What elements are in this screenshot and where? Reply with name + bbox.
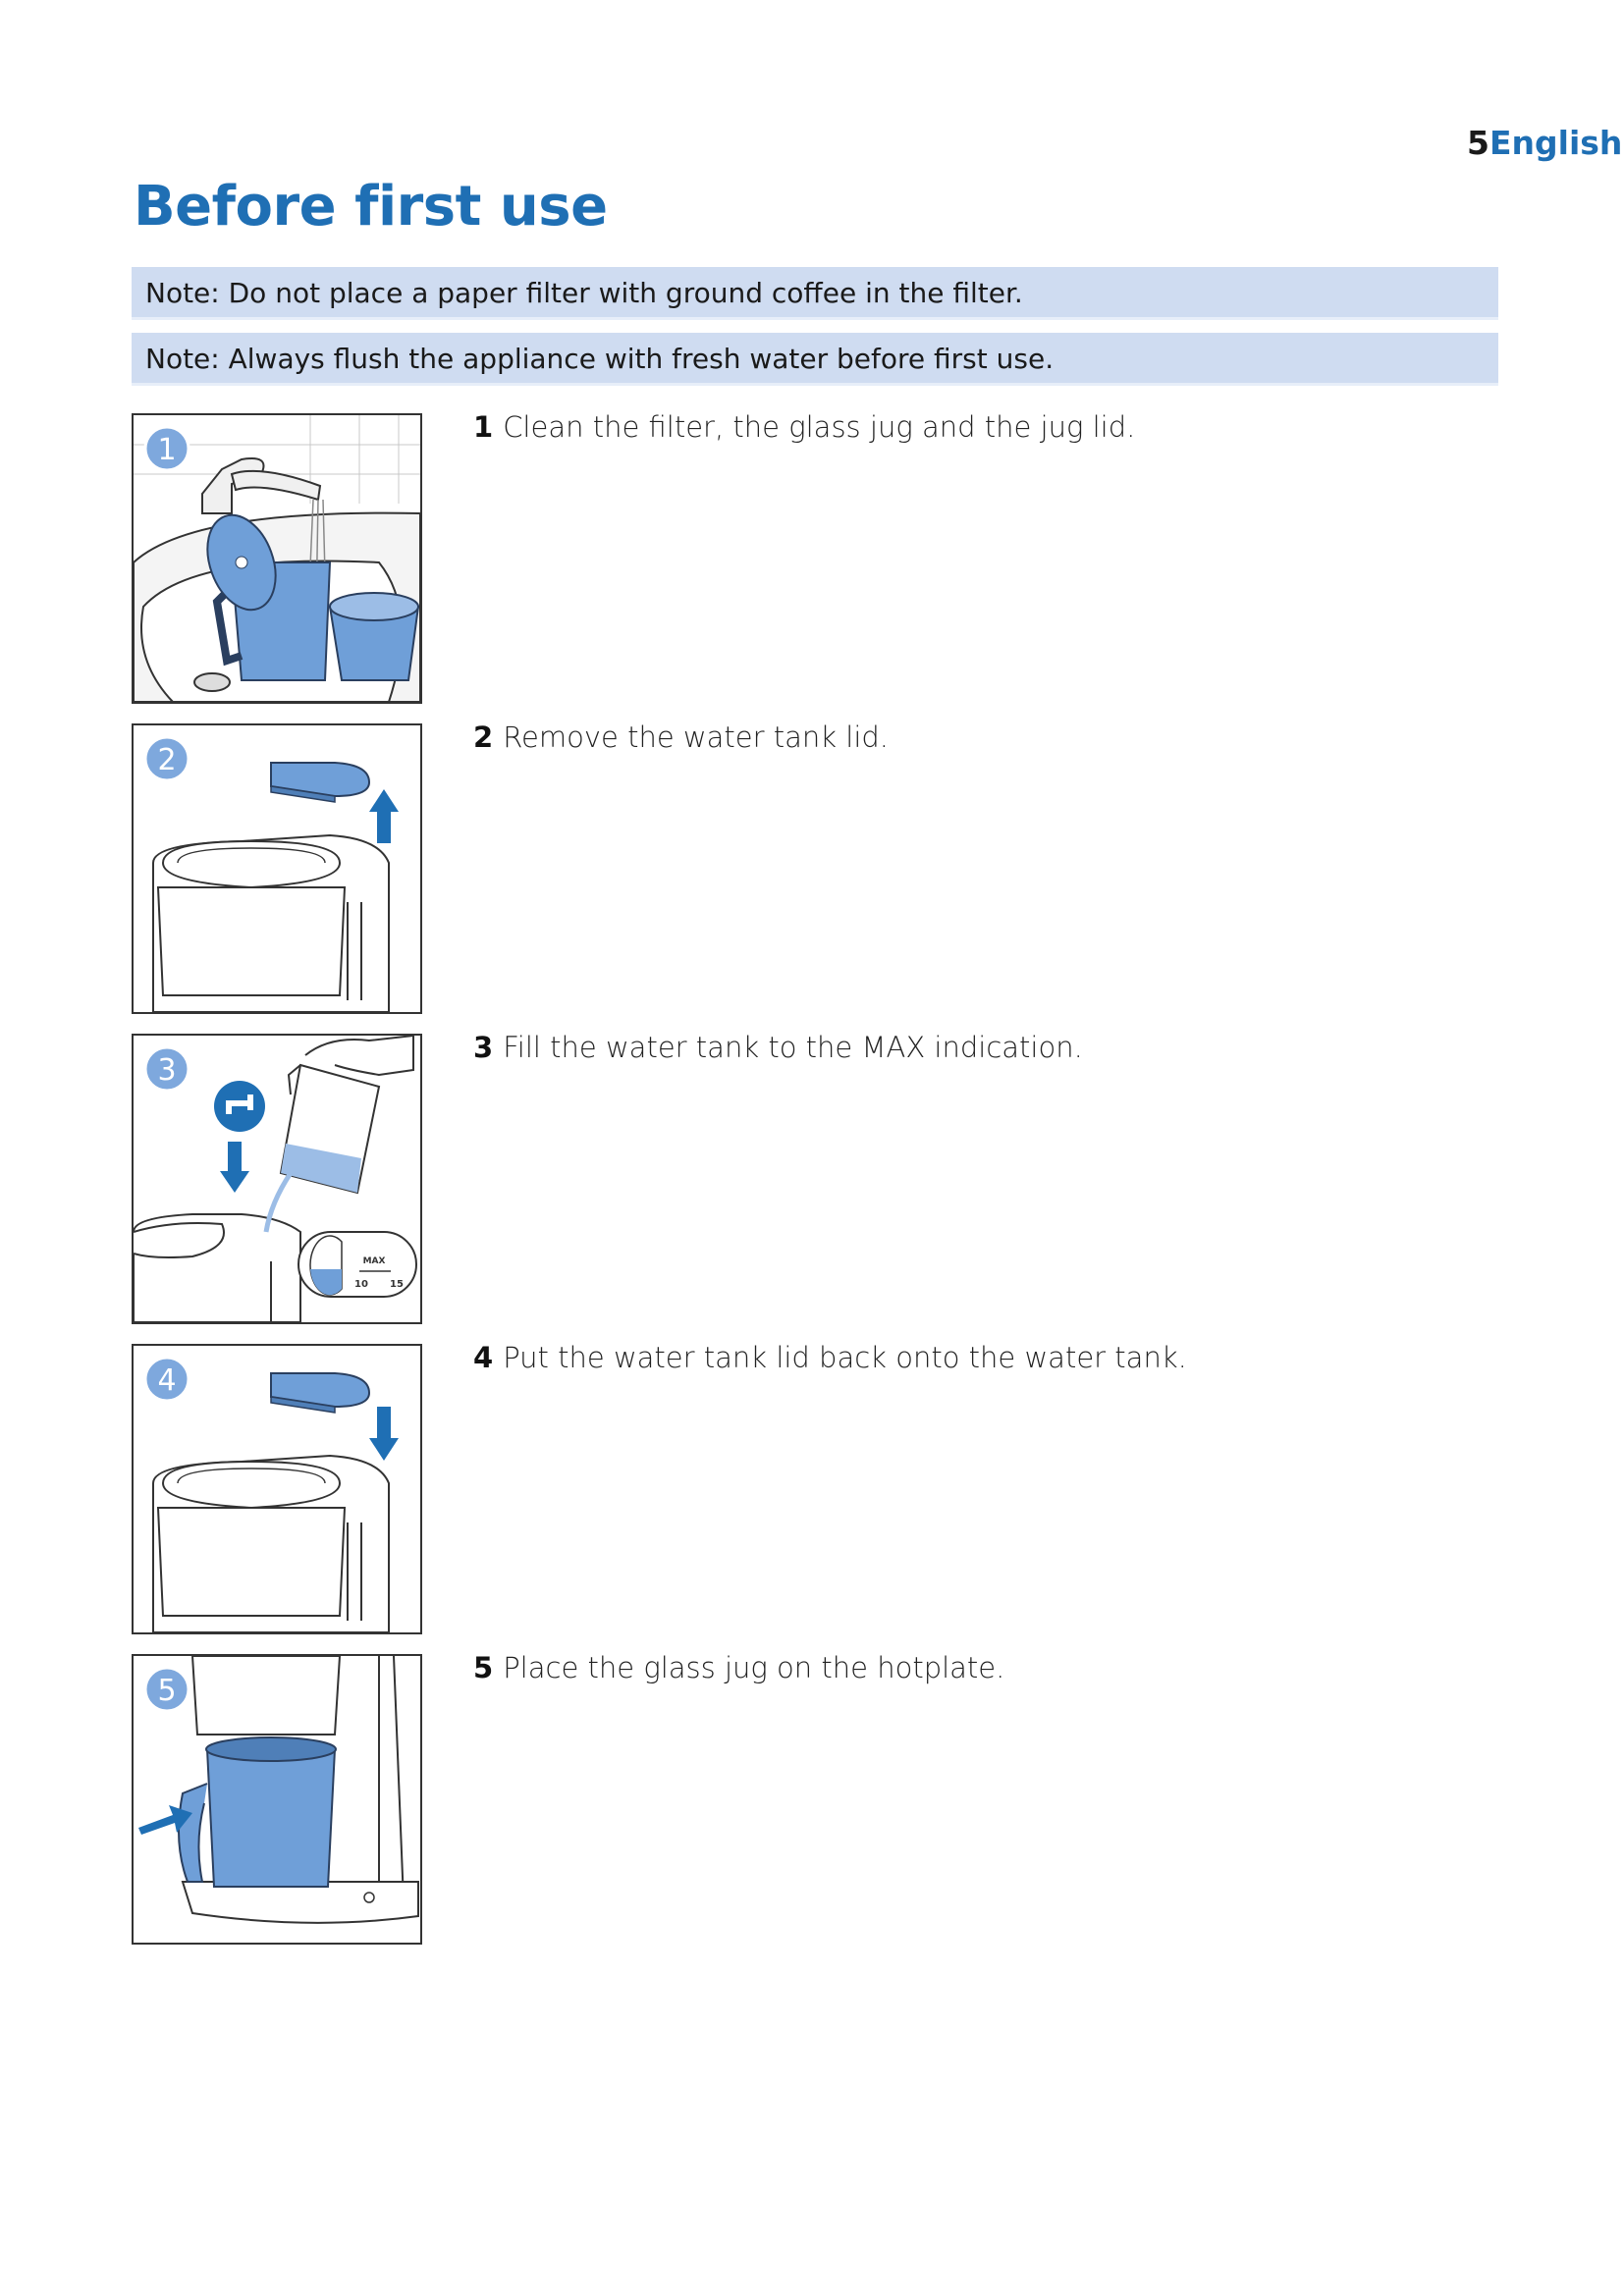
step-5-instruction: Place the glass jug on the hotplate. bbox=[503, 1651, 1005, 1684]
place-jug-illustration bbox=[134, 1656, 420, 1943]
page-number bbox=[1467, 124, 1624, 167]
step-4-illustration bbox=[132, 1344, 422, 1634]
fill-tank-illustration bbox=[134, 1036, 420, 1322]
step-1-text bbox=[473, 410, 1455, 444]
step-3-number: 3 bbox=[473, 1031, 494, 1064]
step-5-illustration bbox=[132, 1654, 422, 1945]
step-1-instruction: Clean the filter, the glass jug and the jug lid. bbox=[503, 410, 1136, 444]
step-3-text bbox=[473, 1031, 1455, 1064]
page-title: Before first use bbox=[134, 175, 608, 239]
step-4-badge: 4 bbox=[157, 1363, 177, 1398]
step-3-badge: 3 bbox=[157, 1053, 177, 1088]
gauge-max-label: MAX bbox=[362, 1256, 386, 1266]
step-4-instruction: Put the water tank lid back onto the water tank. bbox=[503, 1341, 1187, 1374]
step-1-illustration bbox=[132, 413, 422, 704]
step-4-text bbox=[473, 1341, 1455, 1374]
step-5-number: 5 bbox=[473, 1651, 494, 1684]
step-2-badge: 2 bbox=[157, 743, 177, 777]
step-3-illustration bbox=[132, 1034, 422, 1324]
note-flush-appliance: Note: Always flush the appliance with fresh water before first use. bbox=[132, 333, 1498, 386]
note-paper-filter: Note: Do not place a paper filter with ground coffee in the filter. bbox=[132, 267, 1498, 320]
step-1-badge: 1 bbox=[157, 433, 177, 467]
step-3-instruction: Fill the water tank to the MAX indication. bbox=[503, 1031, 1083, 1064]
gauge-right-value: 15 bbox=[390, 1279, 404, 1290]
step-2-illustration bbox=[132, 723, 422, 1014]
replace-lid-illustration bbox=[134, 1346, 420, 1632]
step-2-text bbox=[473, 721, 1455, 754]
step-5-badge: 5 bbox=[157, 1674, 177, 1708]
gauge-left-value: 10 bbox=[354, 1279, 368, 1290]
step-1-number: 1 bbox=[473, 410, 494, 444]
step-2-number: 2 bbox=[473, 721, 494, 754]
step-2-instruction: Remove the water tank lid. bbox=[503, 721, 890, 754]
page-language: English bbox=[1489, 124, 1623, 162]
step-4-number: 4 bbox=[473, 1341, 494, 1374]
step-5-text bbox=[473, 1651, 1455, 1684]
page-number-value: 5 bbox=[1467, 124, 1489, 162]
washing-parts-illustration bbox=[134, 415, 420, 702]
remove-lid-illustration bbox=[134, 725, 420, 1012]
